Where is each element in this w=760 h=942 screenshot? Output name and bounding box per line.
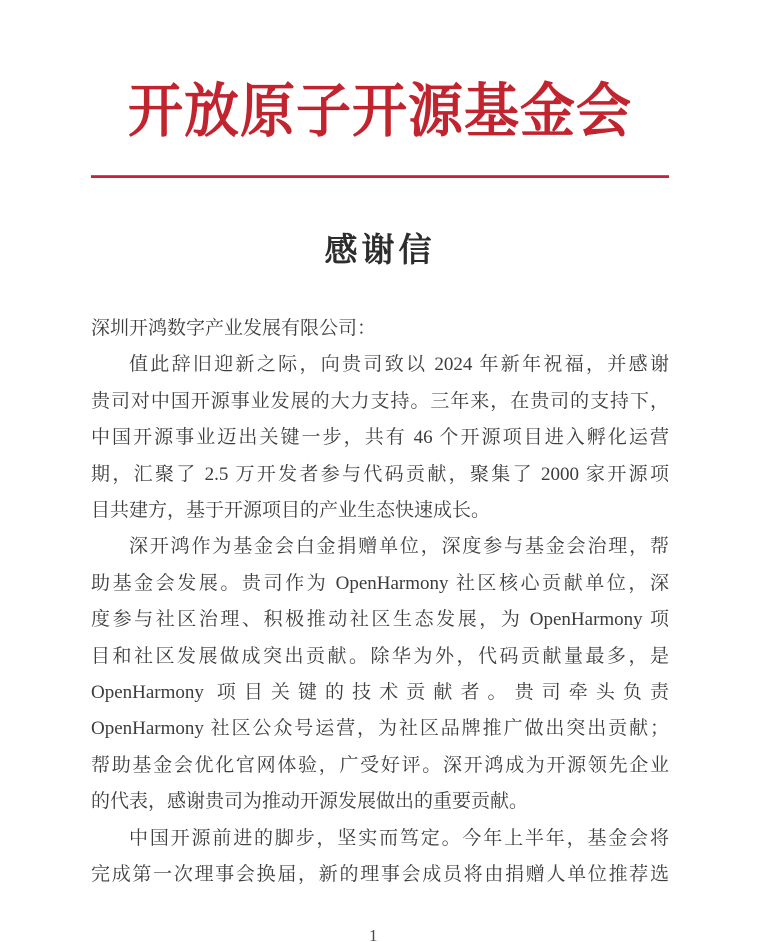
body-line: 值此辞旧迎新之际，向贵司致以 2024 年新年祝福，并感谢 bbox=[129, 354, 669, 376]
paragraph-1 bbox=[91, 347, 669, 529]
body-line: 目共建方，基于开源项目的产业生态快速成长。 bbox=[91, 500, 491, 522]
body-line: 中国开源事业迈出关键一步，共有 46 个开源项目进入孵化运营 bbox=[91, 427, 669, 449]
letterhead-org-name: 开放原子开源基金会 bbox=[127, 79, 632, 144]
letterhead-divider bbox=[91, 175, 669, 178]
body-line: 完成第一次理事会换届，新的理事会成员将由捐赠人单位推荐选 bbox=[91, 864, 669, 886]
body-line: 的代表，感谢贵司为推动开源发展做出的重要贡献。 bbox=[91, 791, 529, 813]
body-line: 助基金会发展。贵司作为 OpenHarmony 社区核心贡献单位，深 bbox=[91, 572, 669, 594]
paragraph-2 bbox=[91, 529, 669, 820]
body-line: 目和社区发展做成突出贡献。除华为外，代码贡献量最多，是 bbox=[91, 645, 669, 667]
paragraph-3 bbox=[91, 821, 669, 894]
body-line: OpenHarmony 社区公众号运营，为社区品牌推广做出突出贡献； bbox=[91, 718, 669, 740]
body-line: 深开鸿作为基金会白金捐赠单位，深度参与基金会治理，帮 bbox=[129, 536, 669, 558]
letter-title: 感谢信 bbox=[324, 233, 436, 269]
page-number: 1 bbox=[369, 926, 378, 942]
body-line: 中国开源前进的脚步，坚实而笃定。今年上半年，基金会将 bbox=[129, 827, 669, 849]
body-line: 期，汇聚了 2.5 万开发者参与代码贡献，聚集了 2000 家开源项 bbox=[91, 463, 669, 485]
body-line: 贵司对中国开源事业发展的大力支持。三年来，在贵司的支持下， bbox=[91, 390, 669, 412]
body-line: 帮助基金会优化官网体验，广受好评。深开鸿成为开源领先企业 bbox=[91, 754, 669, 776]
body-line: OpenHarmony 项目关键的技术贡献者。贵司牵头负责 bbox=[91, 682, 669, 704]
body-line: 度参与社区治理、积极推动社区生态发展，为 OpenHarmony 项 bbox=[91, 609, 669, 631]
body-line: 深圳开鸿数字产业发展有限公司： bbox=[91, 318, 377, 339]
salutation bbox=[91, 311, 669, 347]
letter-body bbox=[91, 311, 669, 894]
